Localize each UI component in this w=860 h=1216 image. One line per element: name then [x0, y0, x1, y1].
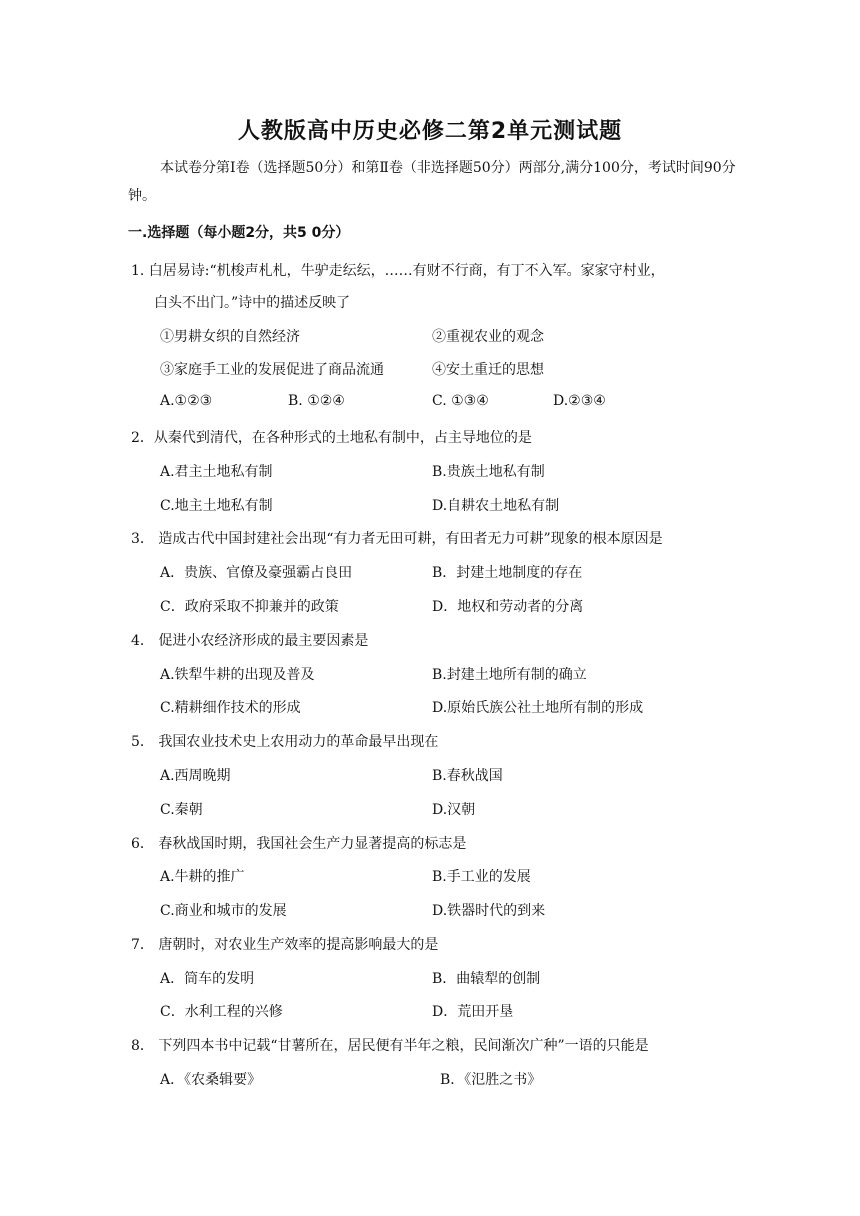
- intro-paragraph: 本试卷分第Ⅰ卷（选择题50分）和第Ⅱ卷（非选择题50分）两部分,满分100分，考试时间90分钟。: [128, 160, 736, 204]
- question-1-stem-continued: 白头不出门。”诗中的描述反映了: [154, 295, 351, 311]
- question-5-option-a: A.西周晚期: [160, 768, 231, 784]
- question-2-option-a: A.君主土地私有制: [160, 464, 273, 480]
- question-1-option-c: C. ①③④: [432, 393, 489, 409]
- question-5-option-c: C.秦朝: [160, 802, 203, 818]
- question-1-statement-4: ④安土重迁的思想: [432, 362, 544, 378]
- question-1-option-d: D.②③④: [553, 393, 606, 409]
- question-7-option-c: C．水利工程的兴修: [160, 1004, 283, 1020]
- question-2-option-d: D.自耕农土地私有制: [432, 498, 560, 514]
- question-1-stem: 1. 白居易诗:“机梭声札札，牛驴走纭纭，……有财不行商，有丁不入军。家家守村业，: [131, 263, 665, 279]
- question-5-stem: 5． 我国农业技术史上农用动力的革命最早出现在: [131, 734, 439, 750]
- question-1-statement-3: ③家庭手工业的发展促进了商品流通: [160, 362, 384, 378]
- question-6-option-b: B.手工业的发展: [432, 869, 531, 885]
- question-1-option-b: B. ①②④: [288, 393, 345, 409]
- question-1-option-a: A.①②③: [160, 393, 213, 409]
- question-8-option-a: A．《农桑辑要》: [160, 1072, 262, 1088]
- question-3-option-d: D．地权和劳动者的分离: [432, 599, 584, 615]
- question-6-option-c: C.商业和城市的发展: [160, 903, 287, 919]
- question-6-option-a: A.牛耕的推广: [160, 869, 245, 885]
- question-7-option-b: B．曲辕犁的创制: [432, 971, 541, 987]
- question-4-option-a: A.铁犁牛耕的出现及普及: [160, 667, 315, 683]
- question-3-option-a: A．贵族、官僚及豪强霸占良田: [160, 565, 353, 581]
- section-heading: 一.选择题（每小题2分，共5 0分）: [128, 225, 350, 241]
- question-4-option-c: C.精耕细作技术的形成: [160, 700, 301, 716]
- question-7-option-d: D．荒田开垦: [432, 1004, 514, 1020]
- question-8-option-b: B．《氾胜之书》: [440, 1072, 542, 1088]
- question-8-stem: 8． 下列四本书中记载“甘薯所在，居民便有半年之粮，民间渐次广种”一语的只能是: [131, 1038, 649, 1054]
- page-title: 人教版高中历史必修二第2单元测试题: [237, 119, 623, 144]
- question-6-stem: 6． 春秋战国时期，我国社会生产力显著提高的标志是: [131, 836, 467, 852]
- question-2-stem: 2．从秦代到清代，在各种形式的土地私有制中，占主导地位的是: [131, 430, 532, 446]
- question-1-statement-2: ②重视农业的观念: [432, 329, 544, 345]
- question-7-stem: 7． 唐朝时，对农业生产效率的提高影响最大的是: [131, 937, 439, 953]
- question-3-option-c: C．政府采取不抑兼并的政策: [160, 599, 339, 615]
- question-4-stem: 4． 促进小农经济形成的最主要因素是: [131, 633, 369, 649]
- question-1-statement-1: ①男耕女织的自然经济: [160, 329, 300, 345]
- question-4-option-d: D.原始氏族公社土地所有制的形成: [432, 700, 644, 716]
- question-6-option-d: D.铁器时代的到来: [432, 903, 546, 919]
- question-7-option-a: A．筒车的发明: [160, 971, 255, 987]
- question-2-option-b: B.贵族土地私有制: [432, 464, 545, 480]
- question-3-stem: 3． 造成古代中国封建社会出现“有力者无田可耕，有田者无力可耕”现象的根本原因是: [131, 531, 663, 547]
- question-5-option-d: D.汉朝: [432, 802, 476, 818]
- question-4-option-b: B.封建土地所有制的确立: [432, 667, 587, 683]
- question-2-option-c: C.地主土地私有制: [160, 498, 273, 514]
- question-3-option-b: B．封建土地制度的存在: [432, 565, 583, 581]
- question-5-option-b: B.春秋战国: [432, 768, 503, 784]
